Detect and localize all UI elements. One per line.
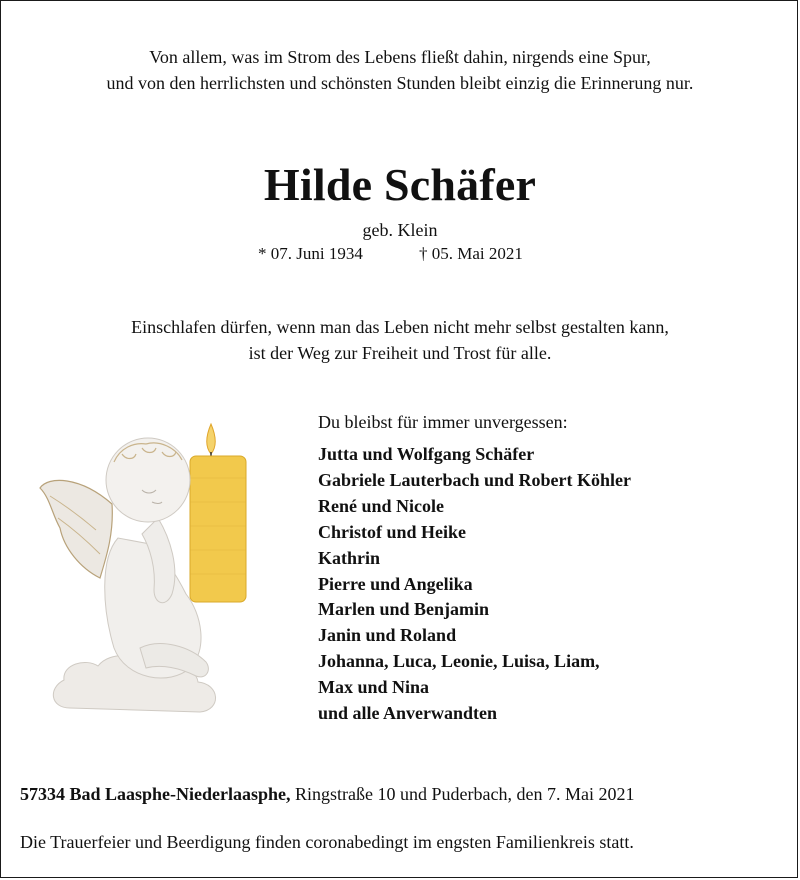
angel-head-icon [106, 438, 190, 522]
memorial-verse [0, 314, 800, 366]
mourner-entry: und alle Anverwandten [318, 703, 498, 724]
opening-poem-line-2: und von den herrlichsten und schönsten Stunden bleibt einzig die Erinnerung nur. [106, 73, 694, 93]
memorial-verse-line-2: ist der Weg zur Freiheit und Trost für alle. [248, 343, 552, 363]
mourner-entry: Christof und Heike [318, 521, 467, 542]
funeral-notice: Die Trauerfeier und Beerdigung finden coronabedingt im engsten Familienkreis statt. [20, 832, 634, 852]
candle-flame-icon [207, 424, 215, 454]
mourners-list [318, 442, 631, 727]
mourner-entry: Gabriele Lauterbach und Robert Köhler [318, 469, 631, 490]
angel-candle-illustration [30, 418, 260, 728]
mourner-entry: René und Nicole [318, 495, 444, 516]
mourner-entry: Janin und Roland [318, 625, 457, 646]
birth-date: * 07. Juni 1934 [258, 244, 363, 263]
death-date: † 05. Mai 2021 [419, 244, 523, 263]
mourner-entry: Johanna, Luca, Leonie, Luisa, Liam, [318, 651, 600, 672]
angel-wing-icon [40, 480, 112, 578]
address-city: 57334 Bad Laasphe-Niederlaasphe, [20, 784, 291, 804]
address-details: Ringstraße 10 und Puderbach, den 7. Mai 2021 [290, 784, 635, 804]
mourner-entry: Kathrin [318, 547, 381, 568]
opening-poem-line-1: Von allem, was im Strom des Lebens fließt dahin, nirgends eine Spur, [149, 47, 651, 67]
mourner-entry: Marlen und Benjamin [318, 599, 490, 620]
memorial-verse-line-1: Einschlafen dürfen, wenn man das Leben nicht mehr selbst gestalten kann, [131, 317, 669, 337]
mourner-entry: Pierre und Angelika [318, 573, 473, 594]
deceased-name: Hilde Schäfer [263, 159, 537, 210]
mourners-intro: Du bleibst für immer unvergessen: [318, 412, 568, 432]
maiden-name: geb. Klein [362, 220, 438, 240]
address-line [20, 784, 634, 805]
opening-poem [0, 44, 800, 96]
mourner-entry: Jutta und Wolfgang Schäfer [318, 444, 535, 464]
mourner-entry: Max und Nina [318, 677, 430, 698]
